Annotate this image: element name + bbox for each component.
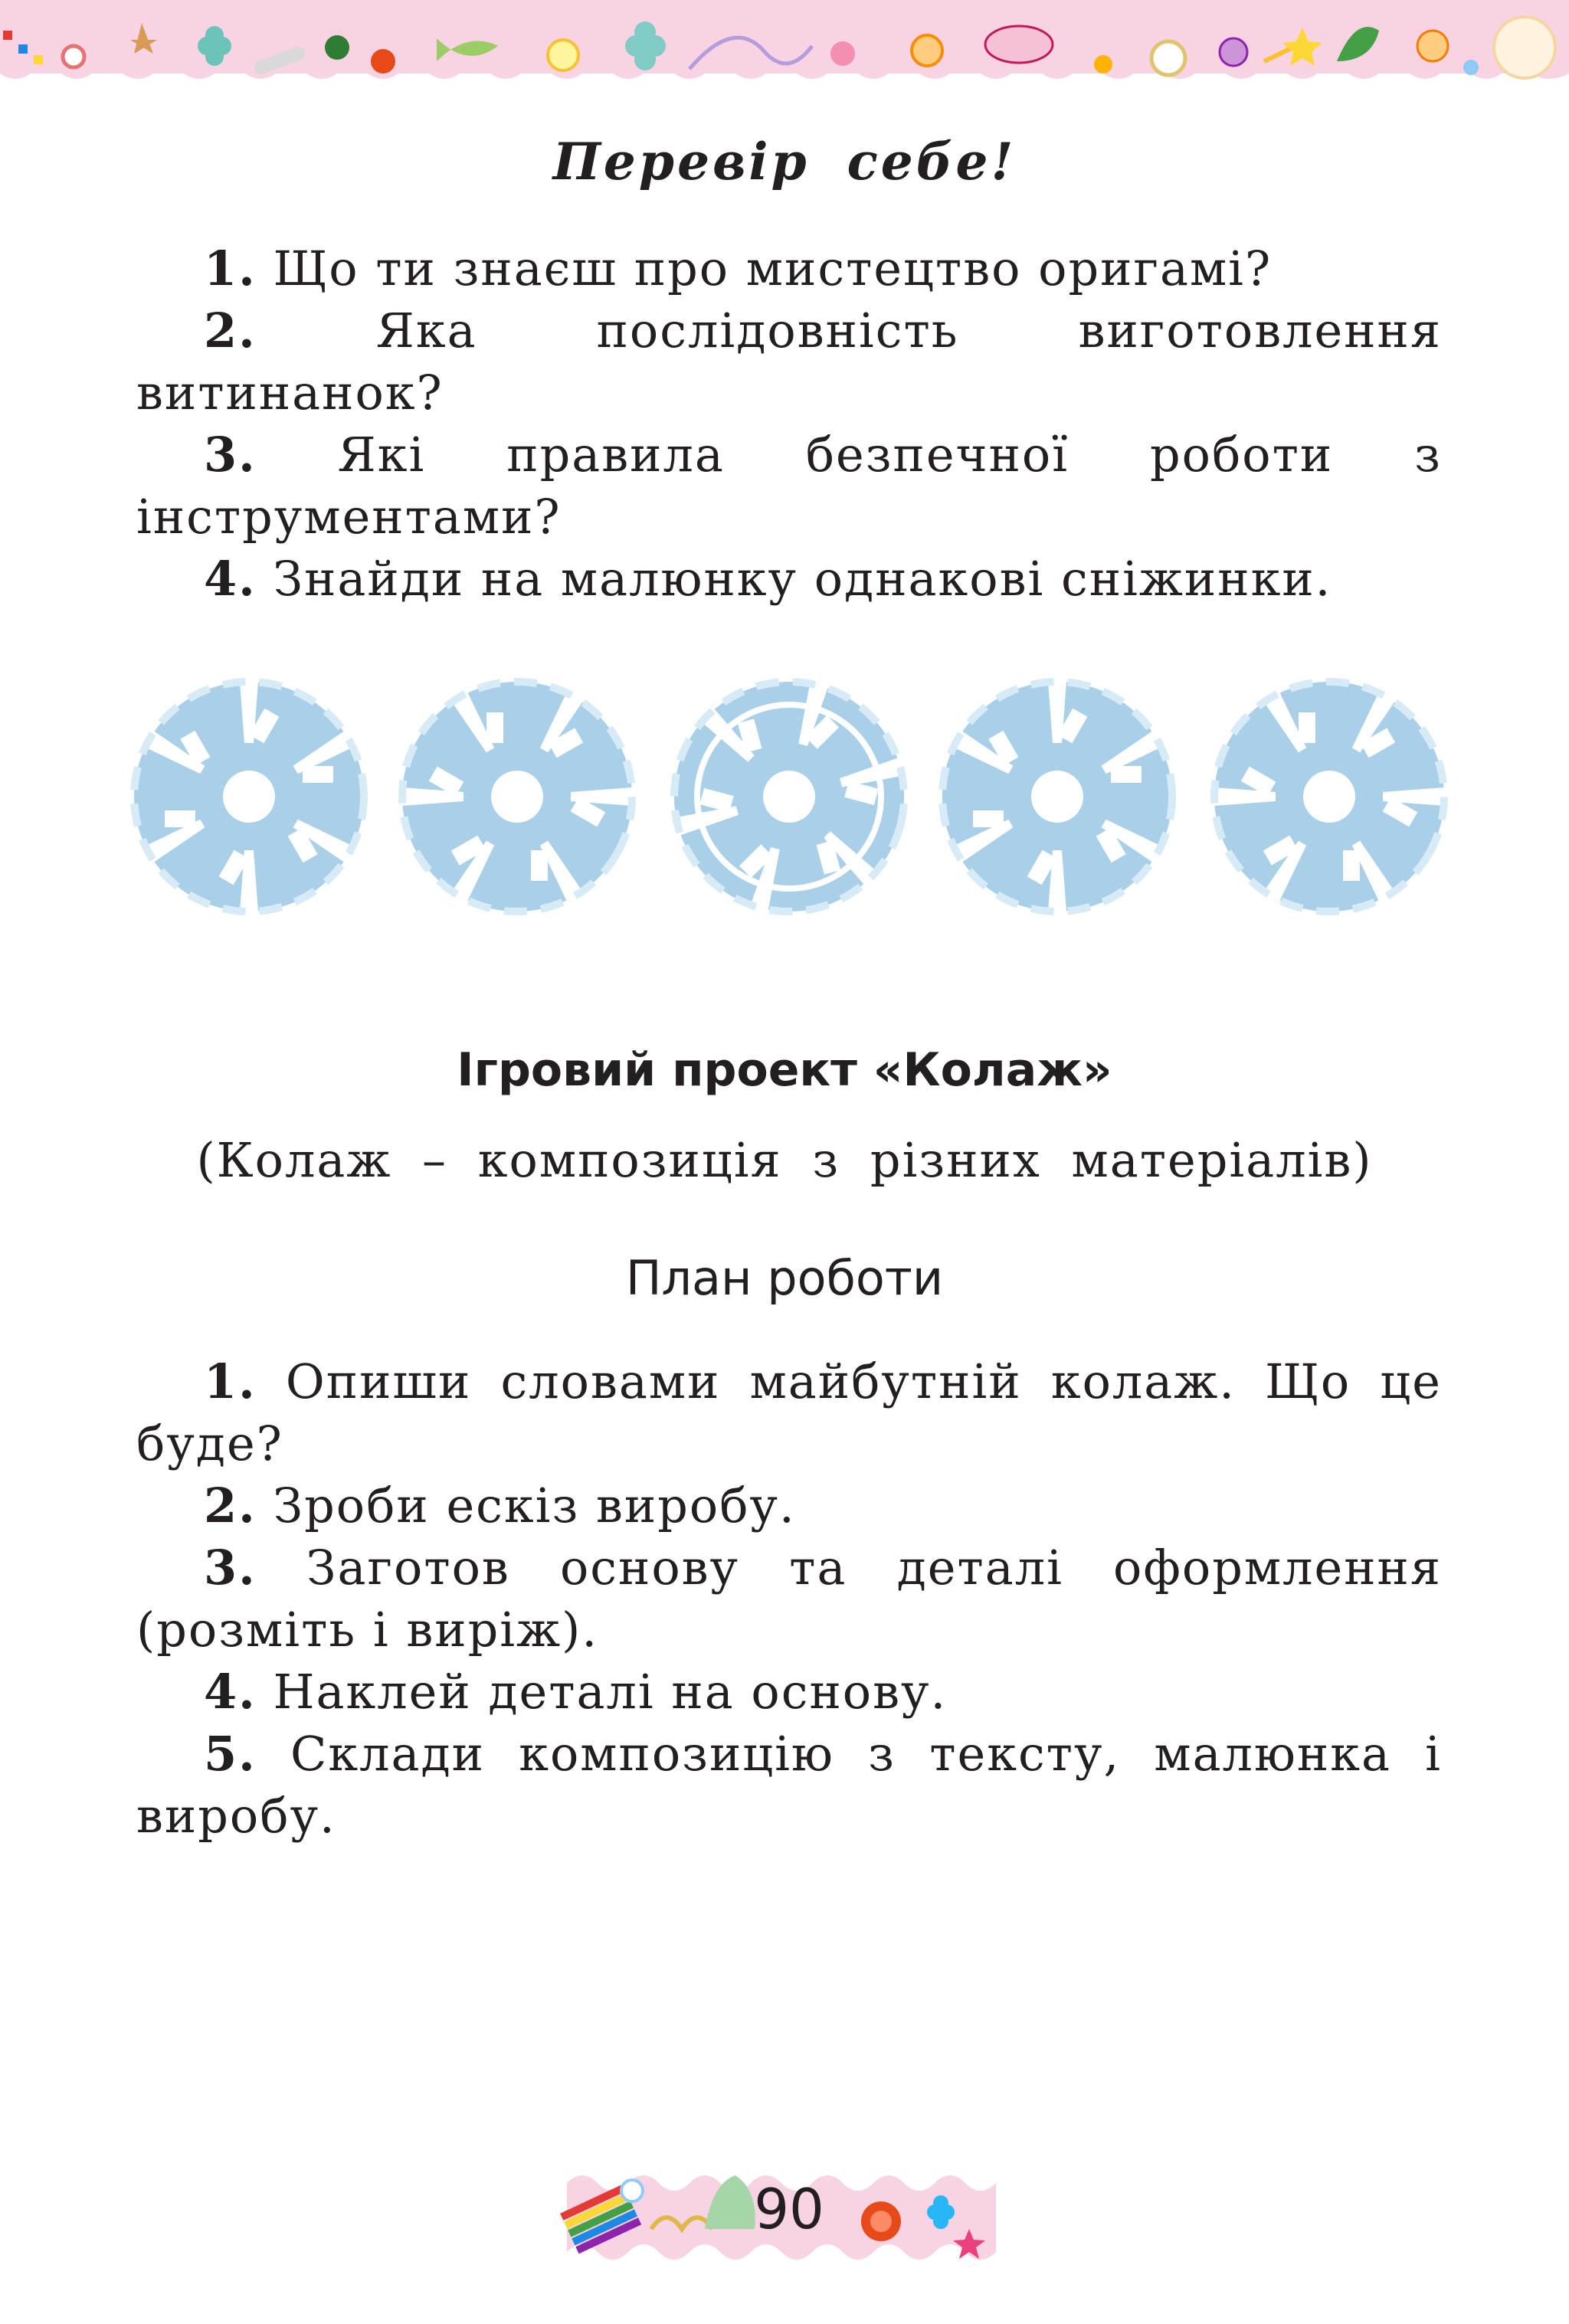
item-text: Знайди на малюнку однакові сніжинки. [273, 551, 1332, 607]
list-item [136, 1475, 1442, 1537]
snowflake-icon [1172, 659, 1463, 935]
item-text: Зроби ескіз виробу. [273, 1478, 796, 1534]
item-number: 2. [204, 1478, 257, 1534]
item-number: 5. [204, 1726, 257, 1782]
list-item [136, 1723, 1442, 1847]
item-number: 3. [204, 1540, 257, 1596]
item-number: 4. [204, 551, 257, 607]
snowflakes-illustration [115, 659, 1463, 935]
item-text: Опиши словами майбутній колаж. Що це буде? [136, 1353, 1442, 1471]
snowflake-icon [942, 682, 1172, 912]
item-number: 3. [204, 427, 257, 483]
snowflake-icon [134, 682, 364, 912]
item-text: Яка послідовність виготовлення витинанок? [136, 303, 1442, 421]
list-item [136, 237, 1442, 300]
page-number: 90 [754, 2177, 824, 2241]
snowflake-icon [648, 659, 929, 935]
item-text: Склади композицію з тексту, малюнка і виробу. [136, 1726, 1442, 1844]
project-title: Ігровий проект «Колаж» [457, 1043, 1112, 1097]
item-text: Які правила безпечної роботи з інструментами? [136, 427, 1442, 545]
decorative-top-border [0, 0, 1569, 90]
item-text: Заготов основу та деталі оформлення (розміть і виріж). [136, 1540, 1442, 1658]
item-text: Що ти знаєш про мистецтво оригамі? [273, 241, 1273, 296]
item-number: 1. [204, 241, 257, 296]
list-item [136, 1350, 1442, 1475]
list-item [136, 424, 1442, 548]
question-list [136, 237, 1442, 610]
list-item [136, 300, 1442, 424]
check-yourself-heading: Перевір себе! [552, 132, 1017, 191]
plan-title: План роботи [625, 1250, 944, 1306]
item-number: 4. [204, 1664, 257, 1720]
project-subtitle: (Колаж – композиція з різних матеріалів) [196, 1132, 1373, 1188]
item-number: 2. [204, 303, 257, 358]
list-item [136, 1661, 1442, 1723]
item-number: 1. [204, 1353, 257, 1409]
snowflake-icon [360, 659, 674, 935]
plan-list [136, 1350, 1442, 1847]
item-text: Наклей деталі на основу. [273, 1664, 948, 1720]
list-item [136, 548, 1442, 610]
list-item [136, 1537, 1442, 1661]
